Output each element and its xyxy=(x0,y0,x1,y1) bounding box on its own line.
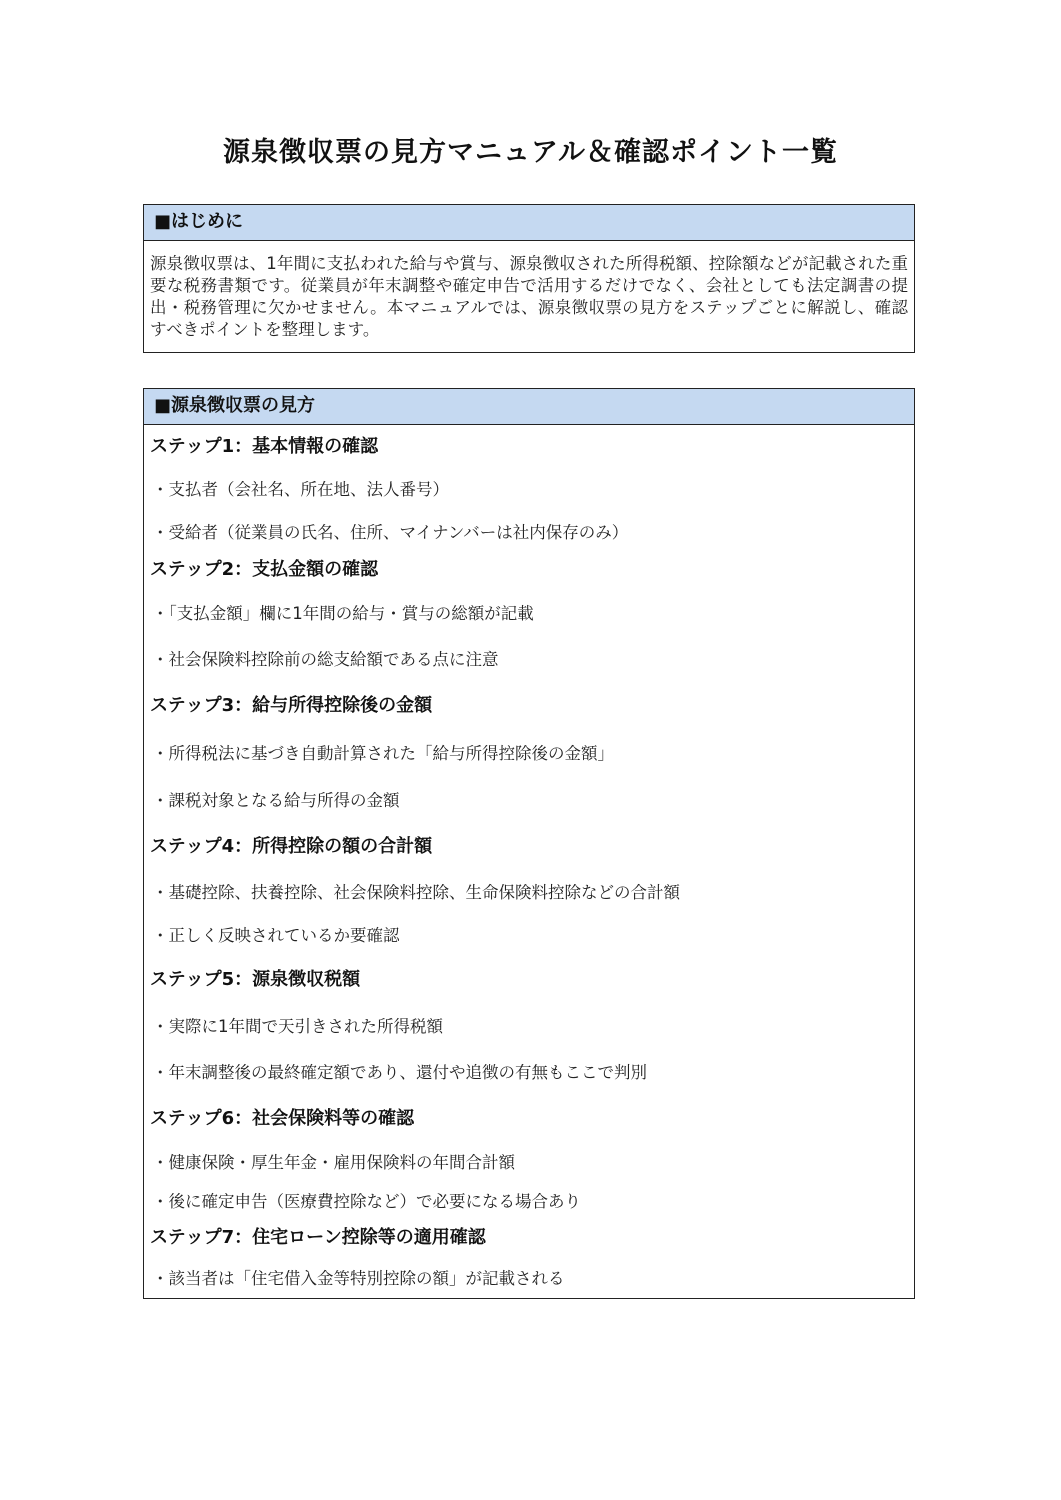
step-5-item: ・年末調整後の最終確定額であり、還付や追徴の有無もここで判別 xyxy=(152,1063,647,1082)
intro-text: 源泉徴収票は、1年間に支払われた給与や賞与、源泉徴収された所得税額、控除額などが記載された重要な税務書類です。従業員が年末調整や確定申告で活用するだけでなく、会社としても法定調書の提出・税務管理に欠かせません。本マニュアルでは、源泉徴収票の見方をステップごとに解説し、確認すべきポイントを整理します。 xyxy=(150,254,908,339)
step-3-item: ・課税対象となる給与所得の金額 xyxy=(152,791,400,810)
howto-heading: ■源泉徴収票の見方 xyxy=(144,389,914,425)
step-1-title: ステップ1：基本情報の確認 xyxy=(150,436,379,457)
step-1-item: ・支払者（会社名、所在地、法人番号） xyxy=(152,480,449,499)
step-7-title: ステップ7：住宅ローン控除等の適用確認 xyxy=(150,1227,486,1248)
step-2-item: ・「支払金額」欄に1年間の給与・賞与の総額が記載 xyxy=(152,604,534,623)
step-5-item: ・実際に1年間で天引きされた所得税額 xyxy=(152,1017,443,1036)
step-6-item: ・後に確定申告（医療費控除など）で必要になる場合あり xyxy=(152,1192,581,1211)
step-7-item: ・該当者は「住宅借入金等特別控除の額」が記載される xyxy=(152,1269,565,1288)
step-2-title: ステップ2：支払金額の確認 xyxy=(150,559,379,580)
step-6-item: ・健康保険・厚生年金・雇用保険料の年間合計額 xyxy=(152,1153,515,1172)
howto-section xyxy=(143,388,915,1299)
step-2-item: ・社会保険料控除前の総支給額である点に注意 xyxy=(152,650,499,669)
step-4-item: ・基礎控除、扶養控除、社会保険料控除、生命保険料控除などの合計額 xyxy=(152,883,680,902)
step-5-title: ステップ5：源泉徴収税額 xyxy=(150,969,361,990)
page-title: 源泉徴収票の見方マニュアル＆確認ポイント一覧 xyxy=(223,137,838,168)
step-4-title: ステップ4：所得控除の額の合計額 xyxy=(150,836,433,857)
intro-section xyxy=(143,204,915,353)
step-6-title: ステップ6：社会保険料等の確認 xyxy=(150,1108,415,1129)
step-4-item: ・正しく反映されているか要確認 xyxy=(152,926,400,945)
intro-heading: ■はじめに xyxy=(144,205,914,241)
step-1-item: ・受給者（従業員の氏名、住所、マイナンバーは社内保存のみ） xyxy=(152,523,629,542)
step-3-title: ステップ3：給与所得控除後の金額 xyxy=(150,695,433,716)
step-3-item: ・所得税法に基づき自動計算された「給与所得控除後の金額」 xyxy=(152,744,614,763)
